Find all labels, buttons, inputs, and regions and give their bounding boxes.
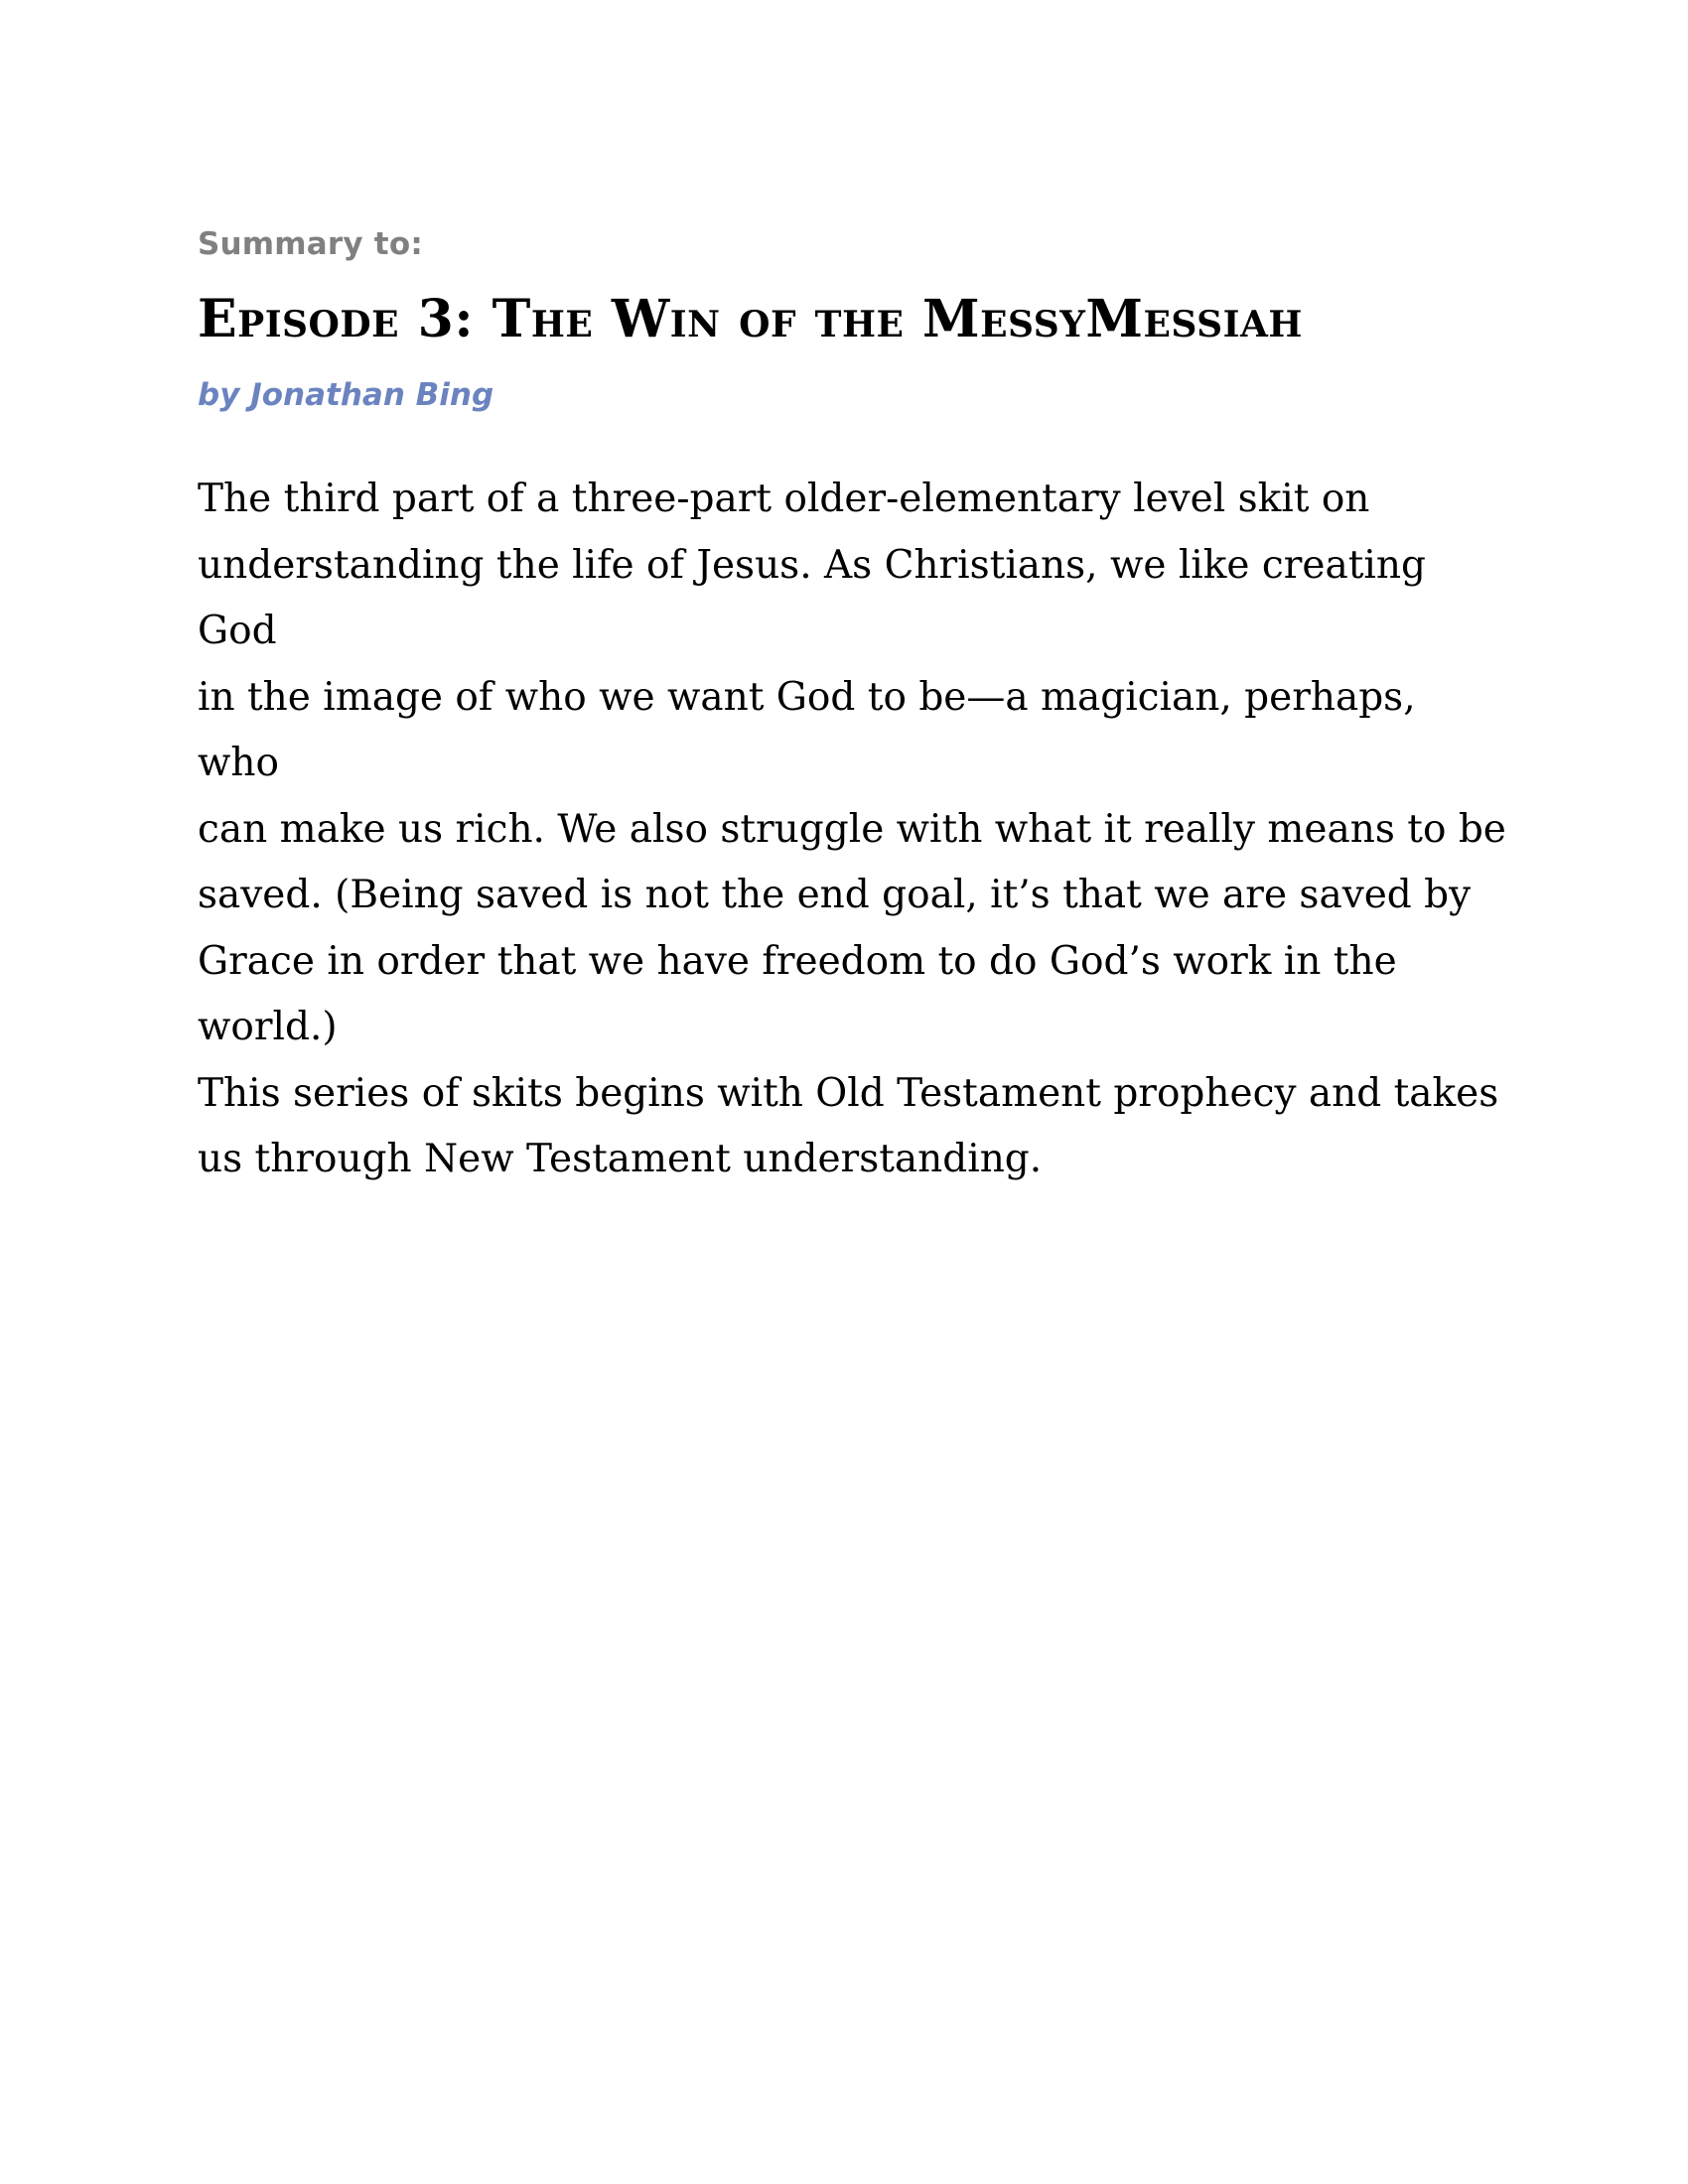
- episode-title: Episode 3: The Win of the MessyMessiah: [198, 289, 1303, 349]
- document-content: [198, 224, 1508, 1193]
- summary-paragraph: The third part of a three-part older-elementary level skit on understanding the life of Jesus. As Christians, we like creating God in the image of who we want God to be—a magician, perhaps, who can make us rich. We also struggle with what it really means to be saved. (Being saved is not the end goal, it’s that we are saved by Grace in order that we have freedom to do God’s work in the world.) This series of skits begins with Old Testament prophecy and takes us through New Testament understanding.: [198, 477, 1506, 1181]
- summary-label: Summary to:: [198, 226, 423, 262]
- author-byline: by Jonathan Bing: [198, 377, 494, 413]
